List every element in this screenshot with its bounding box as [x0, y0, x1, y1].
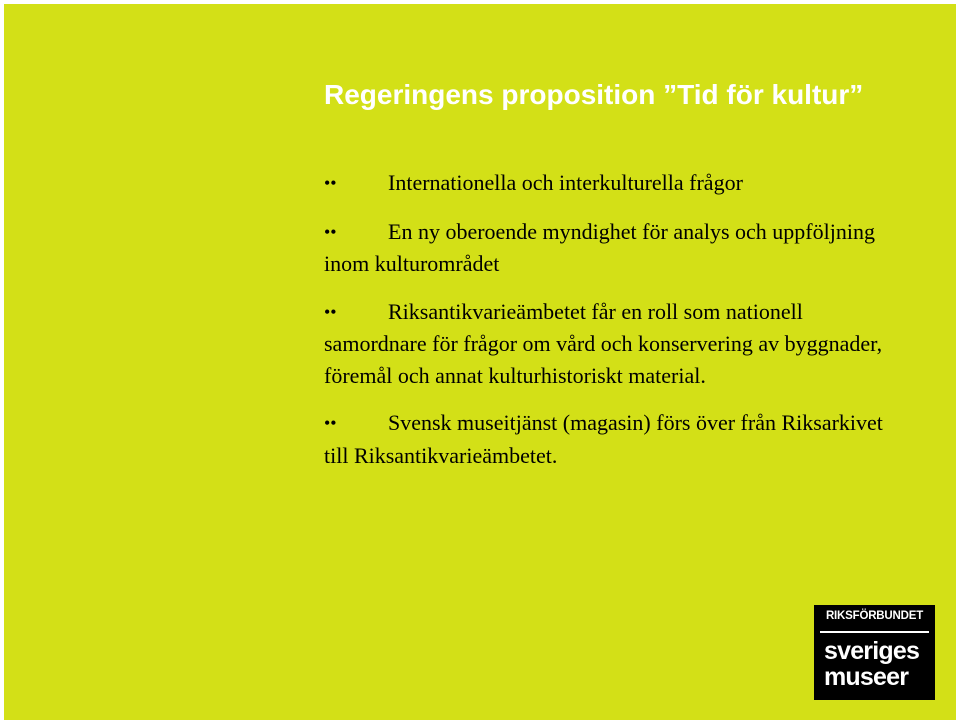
slide [4, 4, 956, 720]
bullet-icon: •• [324, 173, 337, 193]
bullet-item [324, 216, 884, 280]
bullet-list [324, 167, 884, 487]
bullet-text: Internationella och interkulturella frågor [388, 170, 743, 195]
bullet-item [324, 296, 884, 392]
bullet-icon: •• [324, 301, 337, 322]
logo-divider [820, 631, 929, 633]
bullet-text: En ny oberoende myndighet för analys och uppföljning inom kulturområdet [324, 218, 875, 276]
riksforbundet-sveriges-museer-logo [814, 605, 935, 700]
slide-title: Regeringens proposition ”Tid för kultur” [324, 79, 864, 110]
bullet-icon: •• [324, 221, 337, 242]
bullet-icon: •• [324, 413, 337, 433]
logo-line-2: museer [824, 663, 909, 691]
logo-line-1: sveriges [824, 637, 920, 665]
logo-top-text: RIKSFÖRBUNDET [825, 610, 924, 622]
bullet-text: Riksantikvarieämbetet får en roll som nationell samordnare för frågor om vård och konservering av byggnader, föremål och annat kulturhistoriskt material. [324, 298, 883, 388]
bullet-item [324, 407, 884, 471]
bullet-text: Svensk museitjänst (magasin) förs över från Riksarkivet till Riksantikvarieämbetet. [324, 410, 883, 468]
bullet-item [324, 167, 884, 200]
